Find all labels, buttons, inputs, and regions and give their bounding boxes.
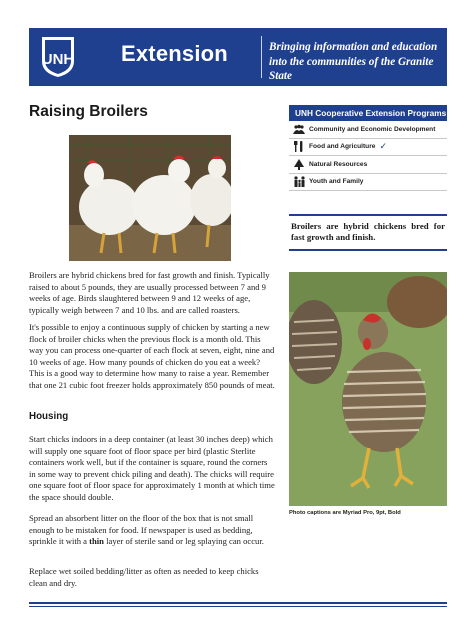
unh-logo — [39, 35, 77, 79]
housing-paragraph: Start chicks indoors in a deep container (at least 30 inches deep) which will supply one square foot of floor space per bird (plastic Sterlite containers work well, but if the container is square, round the corners in some way to prevent chick piling and death). The chicks will require one square foot of floor space for approximately 1 month at which time the space should double. — [29, 434, 275, 502]
program-label: Natural Resources — [309, 160, 368, 168]
bedding-paragraph: Replace wet soiled bedding/litter as often as needed to keep chicks clean and dry. — [29, 566, 259, 588]
pull-quote — [289, 214, 447, 251]
page-title: Raising Broilers — [29, 103, 148, 120]
supply-paragraph: It's possible to enjoy a continuous supply of chicken by starting a new flock of broiler chicks when the previous flock is a month old. This way you can process one-quarter of each flock at seven, eight, nine and 10 weeks of age. How many pounds of chicken do you eat a week? This is a good way to determine how many to raise a year. Remember that one 21 cubic foot freezer holds approximately 850 pounds of meat. — [29, 322, 275, 390]
tagline: Bringing information and education into the communities of the Granite State — [269, 41, 438, 82]
header-banner — [29, 28, 447, 86]
litter-text-before: Spread an absorbent litter on the floor of the box that is not small enough to be mistaken for food. If newspaper is used as bedding, sprinkle it with a — [29, 513, 254, 547]
litter-text-after: layer of sterile sand or leg splaying can occur. — [103, 536, 264, 547]
program-item — [289, 156, 447, 174]
footer-rule-thin — [29, 606, 447, 607]
white-broiler-chickens-photo — [69, 135, 231, 261]
brand-name: Extension — [121, 41, 228, 66]
photo-caption: Photo captions are Myriad Pro, 9pt, Bold — [289, 510, 401, 516]
program-label: Youth and Family — [309, 178, 364, 186]
check-icon: ✓ — [379, 141, 387, 152]
unh-logo-letters: UNH — [41, 51, 75, 68]
litter-text-bold: thin — [89, 536, 104, 547]
program-item — [289, 139, 447, 157]
programs-title: UNH Cooperative Extension Programs — [289, 105, 447, 121]
program-item — [289, 121, 447, 139]
tree-icon — [289, 159, 309, 170]
program-label: Community and Economic Development — [309, 125, 436, 133]
fork-knife-icon — [289, 141, 309, 152]
program-item — [289, 174, 447, 192]
intro-paragraph: Broilers are hybrid chickens bred for fast growth and finish. Typically raised to about 5 pounds, they are usually processed between 7 and 9 weeks of age. Birds slaughtered between 9 and 12 weeks of age, typically weigh between 7 and 10 lbs. and are called roasters. — [29, 270, 270, 315]
people-icon — [289, 124, 309, 134]
program-label: Food and Agriculture — [309, 143, 376, 151]
family-icon — [289, 176, 309, 187]
pull-quote-text: Broilers are hybrid chickens bred for fast growth and finish. — [291, 221, 445, 243]
footer-rule — [29, 602, 447, 604]
litter-paragraph — [29, 513, 276, 548]
housing-heading: Housing — [29, 411, 69, 422]
banner-divider — [261, 36, 262, 78]
barred-chickens-photo — [289, 272, 447, 506]
programs-box — [289, 105, 447, 191]
